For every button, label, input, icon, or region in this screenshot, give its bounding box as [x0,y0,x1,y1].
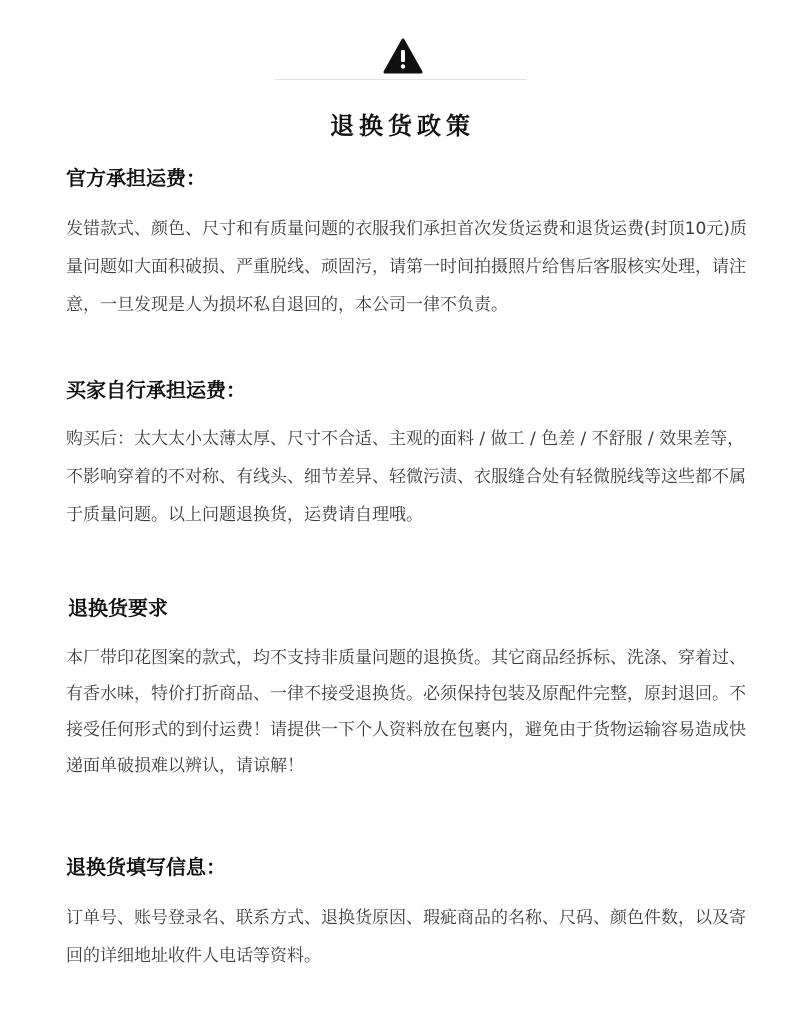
section-heading: 官方承担运费： [66,166,206,190]
section-heading: 退换货填写信息： [66,855,226,879]
page-title: 退换货政策 [330,112,475,141]
section-heading: 买家自行承担运费： [66,378,246,402]
section-return-requirements [66,594,756,784]
section-body: 订单号、账号登录名、联系方式、退换货原因、瑕疵商品的名称、尺码、颜色件数，以及寄回的详细地址收件人电话等资料。 [66,908,746,966]
section-official-shipping [66,164,756,324]
warning-triangle-icon [383,38,423,74]
section-body: 购买后：太大太小太薄太厚、尺寸不合适、主观的面料 / 做工 / 色差 / 不舒服 / 效果差等，不影响穿着的不对称、有线头、细节差异、轻微污渍、衣服缝合处有轻微脱线等这些都不属于质量问题。以上问题退换货，运费请自理哦。 [66,429,746,525]
section-body: 本厂带印花图案的款式，均不支持非质量问题的退换货。其它商品经拆标、洗涤、穿着过、有香水味，特价打折商品、一律不接受退换货。必须保持包装及原配件完整，原封退回。不接受任何形式的到付运费！请提供一下个人资料放在包裹内，避免由于货物运输容易造成快递面单破损难以辨认，请谅解！ [66,648,746,776]
section-return-info [66,853,756,975]
section-body: 发错款式、颜色、尺寸和有质量问题的衣服我们承担首次发货运费和退货运费(封顶10元)质量问题如大面积破损、严重脱线、顽固污，请第一时间拍摄照片给售后客服核实处理，请注意，一旦发现是人为损坏私自退回的，本公司一律不负责。 [66,219,747,315]
header-divider [275,79,527,80]
section-buyer-shipping [66,376,756,534]
section-heading: 退换货要求 [68,596,168,620]
